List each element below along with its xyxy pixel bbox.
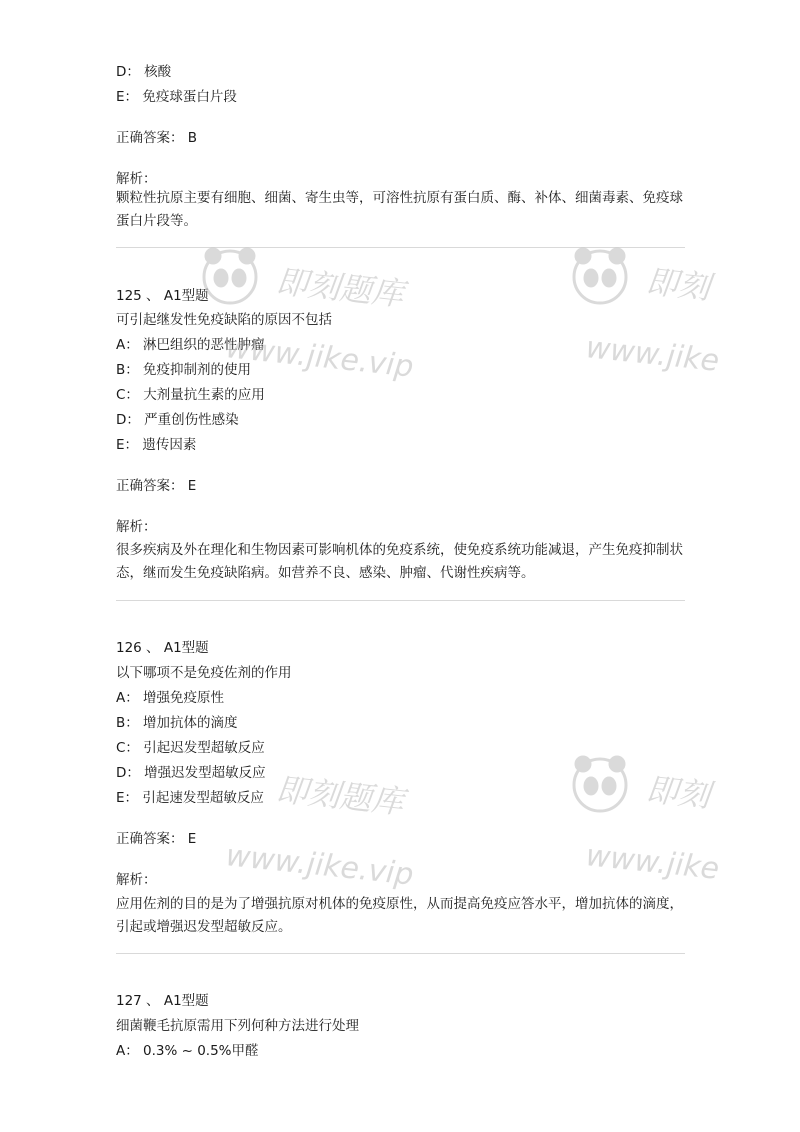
q126-option-c: C： 引起迟发型超敏反应 (116, 740, 265, 756)
svg-text:www.jike: www.jike (584, 330, 721, 379)
svg-text:即刻题库: 即刻题库 (274, 770, 406, 822)
q125-analysis-label: 解析： (116, 519, 157, 535)
q126-option-e: E： 引起速发型超敏反应 (116, 790, 264, 806)
q127-option-a: A： 0.3% ~ 0.5%甲醛 (116, 1043, 259, 1059)
q125-analysis-text: 很多疾病及外在理化和生物因素可影响机体的免疫系统，使免疫系统功能减退，产生免疫抑制状态，继而发生免疫缺陷病。如营养不良、感染、肿瘤、代谢性疾病等。 (116, 542, 683, 581)
q124-option-d: D： 核酸 (116, 64, 172, 80)
q126-analysis-label: 解析： (116, 872, 157, 888)
svg-text:www.jike.vip: www.jike.vip (224, 838, 416, 893)
q124-answer: 正确答案： B (116, 130, 198, 146)
q126-stem: 以下哪项不是免疫佐剂的作用 (116, 665, 292, 681)
q125-option-c: C： 大剂量抗生素的应用 (116, 387, 265, 403)
divider (116, 600, 685, 601)
q124-analysis-text: 颗粒性抗原主要有细胞、细菌、寄生虫等，可溶性抗原有蛋白质、酶、补体、细菌毒素、免疫球蛋白片段等。 (116, 190, 683, 229)
svg-text:www.jike: www.jike (584, 838, 721, 887)
q126-analysis-text: 应用佐剂的目的是为了增强抗原对机体的免疫原性，从而提高免疫应答水平，增加抗体的滴度，引起或增强迟发型超敏反应。 (116, 896, 683, 935)
q125-option-e: E： 遗传因素 (116, 437, 197, 453)
panda-icon (204, 249, 256, 303)
q125-stem: 可引起继发性免疫缺陷的原因不包括 (116, 312, 332, 328)
q125-option-d: D： 严重创伤性感染 (116, 412, 239, 428)
q126-answer: 正确答案： E (116, 831, 197, 847)
divider (116, 953, 685, 954)
q124-analysis-label: 解析： (116, 171, 157, 187)
svg-text:即刻: 即刻 (644, 770, 712, 815)
q126-option-b: B： 增加抗体的滴度 (116, 715, 238, 731)
svg-text:即刻题库: 即刻题库 (274, 262, 406, 314)
q125-answer: 正确答案： E (116, 478, 197, 494)
q125-option-b: B： 免疫抑制剂的使用 (116, 362, 252, 378)
divider (116, 247, 685, 248)
q125-option-a: A： 淋巴组织的恶性肿瘤 (116, 337, 265, 353)
panda-icon (574, 249, 626, 303)
watermark-logo (565, 740, 721, 890)
q127-header: 127 、 A1型题 (116, 993, 209, 1009)
q125-header: 125 、 A1型题 (116, 288, 209, 304)
watermark-logo (195, 740, 416, 893)
panda-icon (574, 757, 626, 811)
q126-header: 126 、 A1型题 (116, 640, 209, 656)
q124-option-e: E： 免疫球蛋白片段 (116, 89, 237, 105)
svg-text:www.jike.vip: www.jike.vip (224, 330, 416, 385)
q127-stem: 细菌鞭毛抗原需用下列何种方法进行处理 (116, 1018, 359, 1034)
watermark-logo (195, 232, 416, 385)
q126-option-a: A： 增强免疫原性 (116, 690, 225, 706)
svg-text:即刻: 即刻 (644, 262, 712, 307)
watermark-logo (565, 232, 721, 382)
q126-option-d: D： 增强迟发型超敏反应 (116, 765, 266, 781)
